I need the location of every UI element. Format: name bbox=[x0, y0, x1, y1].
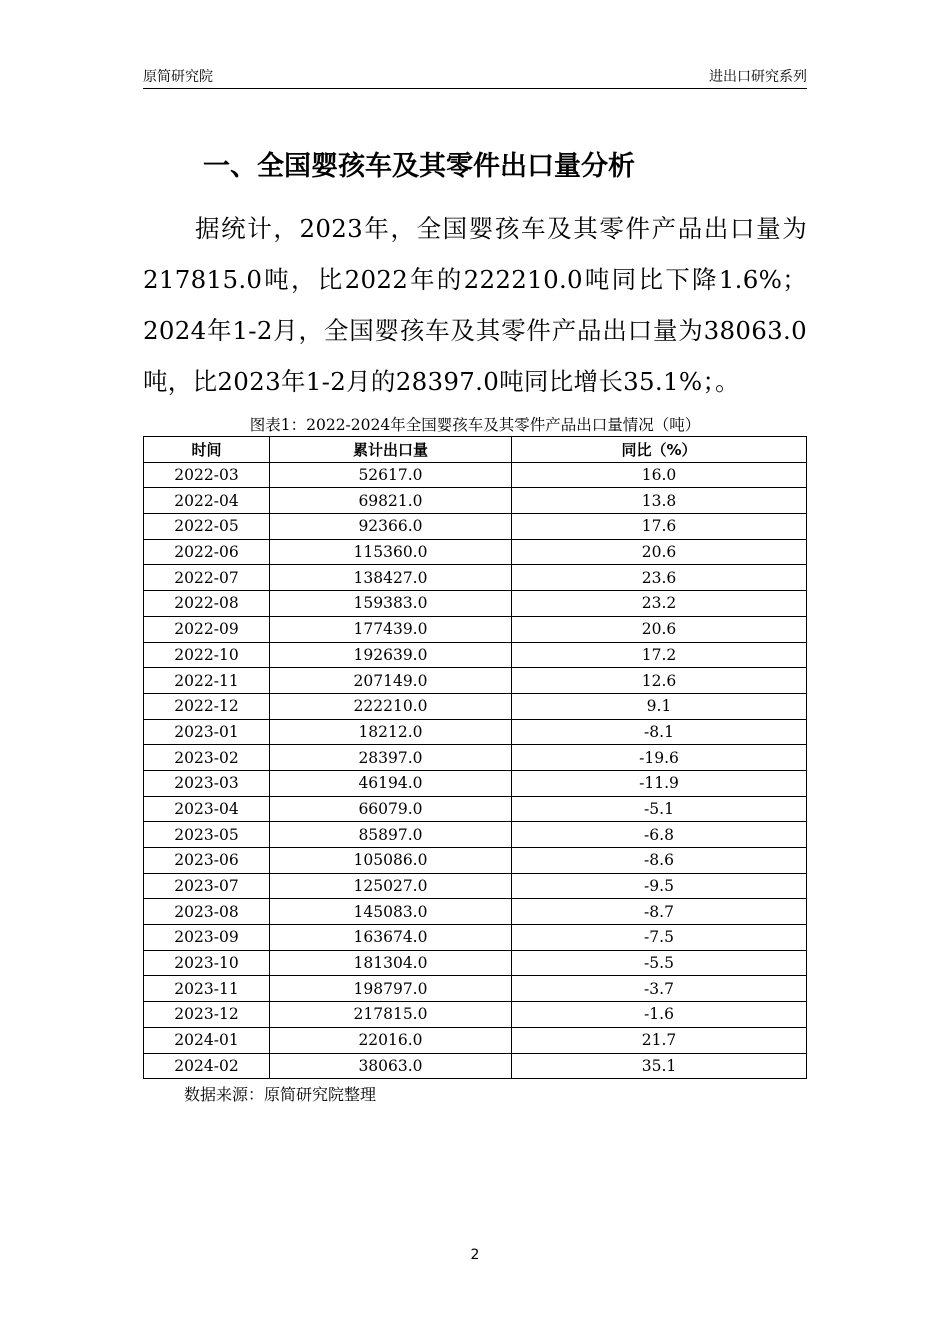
cell-cumulative-export: 192639.0 bbox=[270, 642, 512, 668]
header-org-name: 原简研究院 bbox=[143, 69, 213, 85]
cell-yoy: -8.7 bbox=[512, 899, 807, 925]
table-row bbox=[144, 514, 807, 540]
cell-time: 2024-02 bbox=[144, 1053, 270, 1079]
cell-yoy: 12.6 bbox=[512, 668, 807, 694]
cell-time: 2022-08 bbox=[144, 591, 270, 617]
table-row bbox=[144, 848, 807, 874]
table-row bbox=[144, 539, 807, 565]
cell-cumulative-export: 222210.0 bbox=[270, 693, 512, 719]
cell-time: 2022-12 bbox=[144, 693, 270, 719]
cell-time: 2023-12 bbox=[144, 1002, 270, 1028]
table-row bbox=[144, 822, 807, 848]
cell-yoy: -5.1 bbox=[512, 796, 807, 822]
cell-time: 2023-06 bbox=[144, 848, 270, 874]
cell-cumulative-export: 125027.0 bbox=[270, 873, 512, 899]
cell-yoy: 35.1 bbox=[512, 1053, 807, 1079]
table-row bbox=[144, 616, 807, 642]
cell-cumulative-export: 159383.0 bbox=[270, 591, 512, 617]
cell-yoy: -1.6 bbox=[512, 1002, 807, 1028]
cell-cumulative-export: 38063.0 bbox=[270, 1053, 512, 1079]
cell-cumulative-export: 138427.0 bbox=[270, 565, 512, 591]
table-row bbox=[144, 591, 807, 617]
table-row bbox=[144, 1027, 807, 1053]
table-row bbox=[144, 642, 807, 668]
cell-time: 2023-04 bbox=[144, 796, 270, 822]
table-row bbox=[144, 770, 807, 796]
cell-yoy: -11.9 bbox=[512, 770, 807, 796]
cell-cumulative-export: 92366.0 bbox=[270, 514, 512, 540]
cell-time: 2023-05 bbox=[144, 822, 270, 848]
table-row bbox=[144, 693, 807, 719]
table-row bbox=[144, 719, 807, 745]
header-cumulative-export: 累计出口量 bbox=[270, 437, 512, 463]
cell-yoy: 20.6 bbox=[512, 616, 807, 642]
cell-time: 2022-11 bbox=[144, 668, 270, 694]
cell-yoy: 23.6 bbox=[512, 565, 807, 591]
table-row bbox=[144, 976, 807, 1002]
cell-yoy: 9.1 bbox=[512, 693, 807, 719]
cell-cumulative-export: 85897.0 bbox=[270, 822, 512, 848]
cell-yoy: -9.5 bbox=[512, 873, 807, 899]
cell-time: 2023-10 bbox=[144, 950, 270, 976]
body-paragraph: 据统计，2023年，全国婴孩车及其零件产品出口量为217815.0吨，比2022年的222210.0吨同比下降1.6%；2024年1-2月，全国婴孩车及其零件产品出口量为38063.0吨，比2023年1-2月的28397.0吨同比增长35.1%；。 bbox=[143, 214, 807, 396]
cell-yoy: 13.8 bbox=[512, 488, 807, 514]
table-row bbox=[144, 462, 807, 488]
cell-cumulative-export: 217815.0 bbox=[270, 1002, 512, 1028]
table-row bbox=[144, 925, 807, 951]
table-row bbox=[144, 668, 807, 694]
cell-time: 2022-05 bbox=[144, 514, 270, 540]
page-number: 2 bbox=[470, 1247, 480, 1263]
cell-yoy: 17.6 bbox=[512, 514, 807, 540]
cell-cumulative-export: 115360.0 bbox=[270, 539, 512, 565]
cell-time: 2022-03 bbox=[144, 462, 270, 488]
header-series-name: 进出口研究系列 bbox=[709, 69, 807, 85]
table-header-row bbox=[144, 437, 807, 463]
cell-yoy: -3.7 bbox=[512, 976, 807, 1002]
cell-time: 2023-02 bbox=[144, 745, 270, 771]
table-row bbox=[144, 745, 807, 771]
cell-yoy: 21.7 bbox=[512, 1027, 807, 1053]
cell-cumulative-export: 28397.0 bbox=[270, 745, 512, 771]
cell-time: 2022-07 bbox=[144, 565, 270, 591]
cell-cumulative-export: 145083.0 bbox=[270, 899, 512, 925]
cell-cumulative-export: 18212.0 bbox=[270, 719, 512, 745]
cell-cumulative-export: 69821.0 bbox=[270, 488, 512, 514]
cell-time: 2023-07 bbox=[144, 873, 270, 899]
table-row bbox=[144, 488, 807, 514]
cell-yoy: -19.6 bbox=[512, 745, 807, 771]
cell-yoy: -5.5 bbox=[512, 950, 807, 976]
cell-time: 2022-10 bbox=[144, 642, 270, 668]
cell-yoy: -7.5 bbox=[512, 925, 807, 951]
table-row bbox=[144, 873, 807, 899]
cell-yoy: -8.6 bbox=[512, 848, 807, 874]
cell-yoy: 17.2 bbox=[512, 642, 807, 668]
section-title: 一、全国婴孩车及其零件出口量分析 bbox=[203, 151, 635, 182]
cell-yoy: -6.8 bbox=[512, 822, 807, 848]
table-caption: 图表1：2022-2024年全国婴孩车及其零件产品出口量情况（吨） bbox=[249, 416, 701, 434]
cell-yoy: 16.0 bbox=[512, 462, 807, 488]
table-row bbox=[144, 1053, 807, 1079]
table-row bbox=[144, 899, 807, 925]
cell-yoy: -8.1 bbox=[512, 719, 807, 745]
table-row bbox=[144, 796, 807, 822]
header-divider bbox=[143, 88, 807, 89]
cell-cumulative-export: 177439.0 bbox=[270, 616, 512, 642]
cell-cumulative-export: 52617.0 bbox=[270, 462, 512, 488]
table-row bbox=[144, 565, 807, 591]
cell-time: 2022-09 bbox=[144, 616, 270, 642]
data-source: 数据来源：原简研究院整理 bbox=[184, 1085, 377, 1104]
header-yoy: 同比（%） bbox=[512, 437, 807, 463]
cell-time: 2024-01 bbox=[144, 1027, 270, 1053]
cell-time: 2023-08 bbox=[144, 899, 270, 925]
cell-cumulative-export: 46194.0 bbox=[270, 770, 512, 796]
export-table bbox=[143, 436, 807, 1079]
cell-cumulative-export: 181304.0 bbox=[270, 950, 512, 976]
cell-time: 2023-03 bbox=[144, 770, 270, 796]
cell-time: 2022-04 bbox=[144, 488, 270, 514]
cell-time: 2023-11 bbox=[144, 976, 270, 1002]
cell-cumulative-export: 163674.0 bbox=[270, 925, 512, 951]
cell-time: 2023-01 bbox=[144, 719, 270, 745]
cell-time: 2022-06 bbox=[144, 539, 270, 565]
cell-cumulative-export: 198797.0 bbox=[270, 976, 512, 1002]
cell-cumulative-export: 22016.0 bbox=[270, 1027, 512, 1053]
table-row bbox=[144, 950, 807, 976]
cell-yoy: 23.2 bbox=[512, 591, 807, 617]
cell-yoy: 20.6 bbox=[512, 539, 807, 565]
cell-cumulative-export: 105086.0 bbox=[270, 848, 512, 874]
table-row bbox=[144, 1002, 807, 1028]
header-time: 时间 bbox=[144, 437, 270, 463]
cell-time: 2023-09 bbox=[144, 925, 270, 951]
cell-cumulative-export: 66079.0 bbox=[270, 796, 512, 822]
cell-cumulative-export: 207149.0 bbox=[270, 668, 512, 694]
